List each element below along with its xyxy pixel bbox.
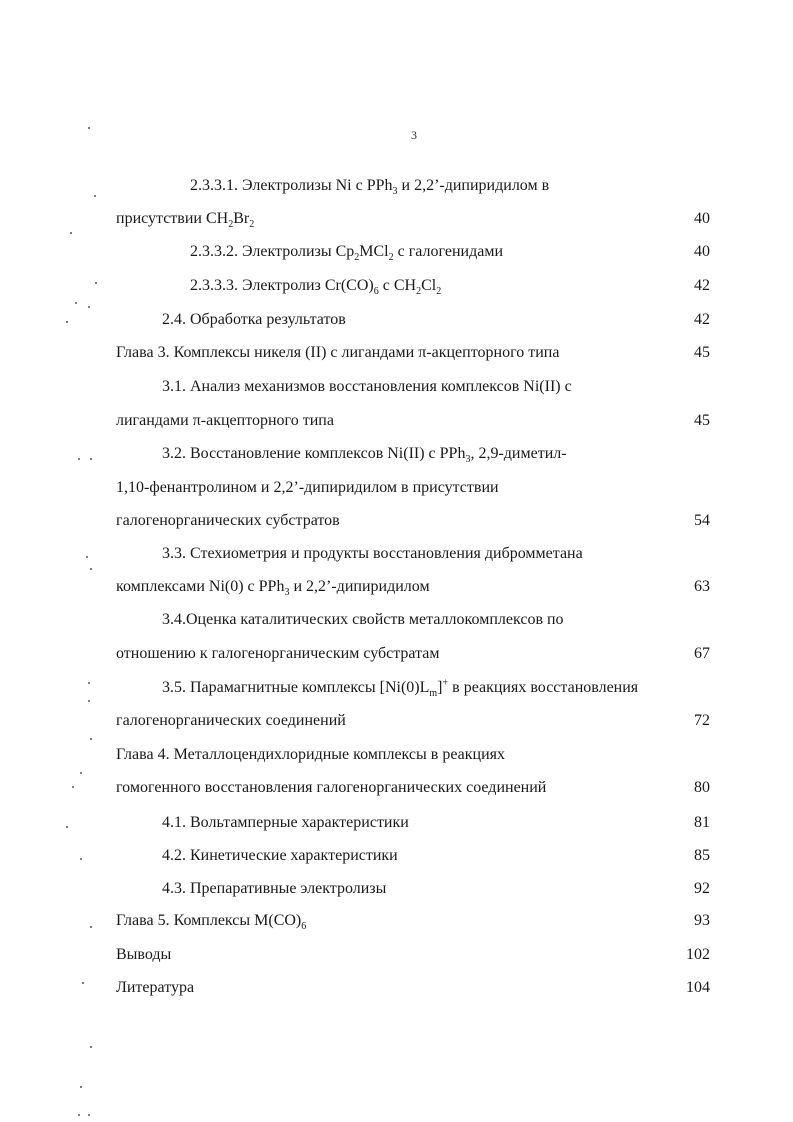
toc-line-9: 3.2. Восстановление комплексов Ni(II) с PPh$_3$, 2,9-диметил-: [162, 445, 567, 466]
toc-page-24: 102: [686, 946, 710, 963]
toc-page-22: 92: [694, 880, 710, 897]
toc-page-17: 72: [694, 712, 710, 729]
toc-page-4: 42: [694, 277, 710, 294]
toc-page-6: 45: [694, 344, 710, 361]
scan-speck: [80, 858, 82, 860]
scan-speck: [78, 458, 80, 460]
toc-line-6: Глава 3. Комплексы никеля (II) с лигандами π-акцепторного типа: [116, 344, 560, 361]
scan-speck: [88, 306, 90, 308]
scan-speck: [75, 302, 77, 304]
scan-speck: [66, 321, 68, 323]
toc-line-10: 1,10-фенантролином и 2,2’-дипиридилом в присутствии: [116, 479, 499, 496]
scan-speck: [78, 1114, 80, 1116]
toc-page-15: 67: [694, 645, 710, 662]
toc-page-13: 63: [694, 578, 710, 595]
toc-page-8: 45: [694, 412, 710, 429]
scan-speck: [88, 700, 90, 702]
toc-line-14: 3.4.Оценка каталитических свойств металлокомплексов по: [162, 611, 564, 628]
toc-page-2: 40: [694, 210, 710, 227]
toc-line-4: 2.3.3.3. Электролиз $Cr(CO)_6$ с $CH_2Cl_2$: [190, 277, 442, 298]
scan-speck: [86, 556, 88, 558]
toc-line-13: комплексами Ni(0) с PPh$_3$ и 2,2’-дипиридилом: [116, 578, 430, 599]
toc-page-25: 104: [686, 979, 710, 996]
toc-line-5: 2.4. Обработка результатов: [162, 311, 346, 328]
toc-line-8: лигандами π-акцепторного типа: [116, 412, 334, 429]
scan-speck: [90, 458, 92, 460]
scan-speck: [88, 127, 90, 129]
toc-page-3: 40: [694, 243, 710, 260]
toc-page-21: 85: [694, 847, 710, 864]
toc-line-18: Глава 4. Металлоцендихлоридные комплексы в реакциях: [116, 746, 505, 763]
toc-page-11: 54: [694, 512, 710, 529]
toc-line-2: присутствии $CH_2Br_2$: [116, 210, 255, 231]
toc-line-23: Глава 5. Комплексы $M(CO)_6$: [116, 912, 307, 933]
scan-speck: [95, 282, 97, 284]
toc-line-22: 4.3. Препаративные электролизы: [162, 880, 387, 897]
toc-line-20: 4.1. Вольтамперные характеристики: [162, 814, 409, 831]
scan-speck: [80, 1086, 82, 1088]
scan-speck: [82, 982, 84, 984]
scan-speck: [90, 568, 92, 570]
scan-speck: [80, 772, 82, 774]
page-number: 3: [411, 128, 417, 142]
toc-line-7: 3.1. Анализ механизмов восстановления комплексов Ni(II) с: [162, 378, 572, 395]
toc-line-17: галогенорганических соединений: [116, 712, 346, 729]
scan-speck: [88, 1114, 90, 1116]
toc-line-25: Литература: [116, 979, 195, 996]
toc-line-11: галогенорганических субстратов: [116, 512, 340, 529]
toc-line-19: гомогенного восстановления галогенорганических соединений: [116, 779, 547, 796]
toc-page-19: 80: [694, 779, 710, 796]
scan-speck: [88, 682, 90, 684]
toc-line-16: 3.5. Парамагнитные комплексы $[Ni(0)L_m]^+$ в реакциях восстановления: [162, 677, 639, 700]
toc-line-1: 2.3.3.1. Электролизы Ni с PPh$_3$ и 2,2’-дипиридилом в: [190, 177, 550, 198]
toc-line-15: отношению к галогенорганическим субстратам: [116, 645, 440, 662]
toc-page-23: 93: [694, 912, 710, 929]
toc-page-20: 81: [694, 814, 710, 831]
toc-line-24: Выводы: [116, 946, 172, 963]
scan-speck: [94, 195, 96, 197]
scan-speck: [90, 926, 92, 928]
scan-speck: [70, 232, 72, 234]
toc-line-3: 2.3.3.2. Электролизы $Cp_2MCl_2$ с галогенидами: [190, 243, 504, 264]
toc-page-5: 42: [694, 311, 710, 328]
scan-speck: [72, 786, 74, 788]
toc-line-12: 3.3. Стехиометрия и продукты восстановления дибромметана: [162, 545, 583, 562]
scan-speck: [66, 826, 68, 828]
toc-line-21: 4.2. Кинетические характеристики: [162, 847, 398, 864]
scan-speck: [90, 1046, 92, 1048]
scan-speck: [90, 738, 92, 740]
